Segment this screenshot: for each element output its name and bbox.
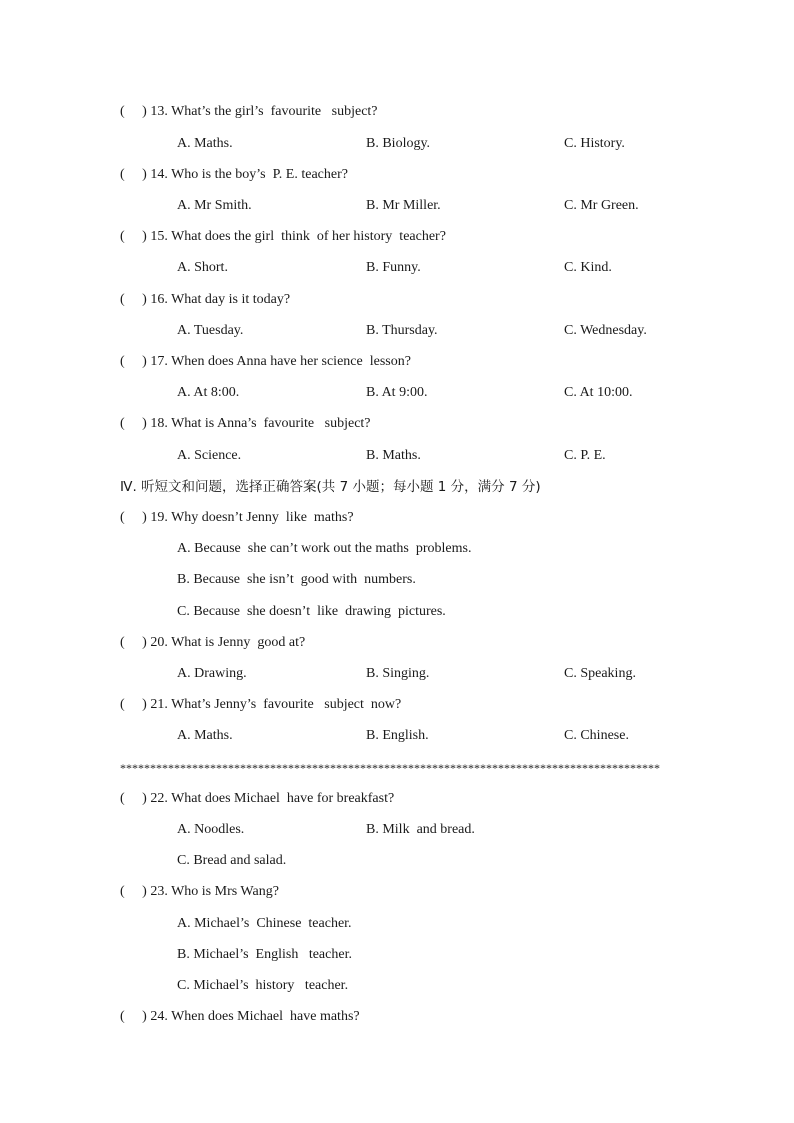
- q16-option-a: A. Tuesday.: [177, 323, 244, 338]
- q13-option-a: A. Maths.: [177, 136, 233, 151]
- q23-option-a: A. Michael’s Chinese teacher.: [177, 916, 352, 931]
- question-22: ( ) 22. What does Michael have for breakfast?: [120, 791, 395, 806]
- q15-option-b: B. Funny.: [366, 260, 421, 275]
- q18-option-b: B. Maths.: [366, 448, 421, 463]
- q21-option-b: B. English.: [366, 728, 429, 743]
- q13-option-b: B. Biology.: [366, 136, 431, 151]
- q18-option-c: C. P. E.: [564, 448, 606, 463]
- q22-option-b: B. Milk and bread.: [366, 822, 475, 837]
- q13-option-c: C. History.: [564, 136, 625, 151]
- q16-option-b: B. Thursday.: [366, 323, 438, 338]
- question-16: ( ) 16. What day is it today?: [120, 292, 291, 307]
- question-18: ( ) 18. What is Anna’s favourite subject?: [120, 416, 371, 431]
- q23-option-b: B. Michael’s English teacher.: [177, 947, 352, 962]
- q23-option-c: C. Michael’s history teacher.: [177, 978, 349, 993]
- q19-option-c: C. Because she doesn’t like drawing pictures.: [177, 604, 446, 619]
- q20-option-a: A. Drawing.: [177, 666, 247, 681]
- q22-option-a: A. Noodles.: [177, 822, 245, 837]
- q17-option-a: A. At 8:00.: [177, 385, 240, 400]
- q17-option-c: C. At 10:00.: [564, 385, 633, 400]
- section-iv-heading: Ⅳ. 听短文和问题，选择正确答案(共 7 小题；每小题 1 分，满分 7 分): [120, 479, 541, 495]
- q15-option-c: C. Kind.: [564, 260, 612, 275]
- question-24: ( ) 24. When does Michael have maths?: [120, 1009, 360, 1024]
- q22-option-c: C. Bread and salad.: [177, 853, 287, 868]
- q21-option-c: C. Chinese.: [564, 728, 629, 743]
- q15-option-a: A. Short.: [177, 260, 228, 275]
- question-14: ( ) 14. Who is the boy’s P. E. teacher?: [120, 167, 348, 182]
- star-separator: ******************************************************************************************: [120, 761, 660, 775]
- question-19: ( ) 19. Why doesn’t Jenny like maths?: [120, 510, 354, 525]
- question-23: ( ) 23. Who is Mrs Wang?: [120, 884, 279, 899]
- q20-option-c: C. Speaking.: [564, 666, 636, 681]
- q16-option-c: C. Wednesday.: [564, 323, 647, 338]
- q14-option-b: B. Mr Miller.: [366, 198, 441, 213]
- question-20: ( ) 20. What is Jenny good at?: [120, 635, 306, 650]
- q14-option-a: A. Mr Smith.: [177, 198, 252, 213]
- q17-option-b: B. At 9:00.: [366, 385, 428, 400]
- q21-option-a: A. Maths.: [177, 728, 233, 743]
- q19-option-a: A. Because she can’t work out the maths problems.: [177, 541, 472, 556]
- question-17: ( ) 17. When does Anna have her science lesson?: [120, 354, 411, 369]
- q20-option-b: B. Singing.: [366, 666, 430, 681]
- question-21: ( ) 21. What’s Jenny’s favourite subject now?: [120, 697, 402, 712]
- question-15: ( ) 15. What does the girl think of her history teacher?: [120, 229, 446, 244]
- q19-option-b: B. Because she isn’t good with numbers.: [177, 572, 416, 587]
- question-13: ( ) 13. What’s the girl’s favourite subject?: [120, 104, 378, 119]
- q14-option-c: C. Mr Green.: [564, 198, 639, 213]
- q18-option-a: A. Science.: [177, 448, 242, 463]
